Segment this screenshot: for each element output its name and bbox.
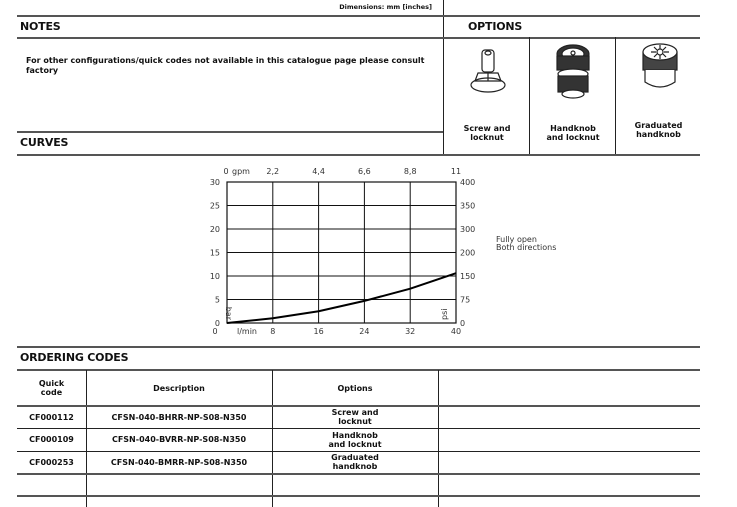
quick-code-cell: CF000253	[29, 457, 74, 467]
divider	[17, 37, 700, 39]
series-line	[227, 273, 456, 323]
divider	[443, 0, 444, 156]
divider	[529, 37, 530, 155]
quick-code-cell: CF000109	[29, 435, 74, 445]
graduated-handknob-icon	[635, 42, 685, 102]
divider	[17, 346, 700, 348]
header-options: Options	[337, 383, 373, 393]
option-label: Screw and locknut	[463, 124, 511, 142]
ordering-title: ORDERING CODES	[20, 351, 129, 364]
x2-tick-label: 4,4	[312, 167, 325, 176]
y2-tick-label: 0	[460, 319, 466, 328]
y2-tick-label: 400	[460, 178, 476, 187]
y-tick-label: 5	[214, 295, 220, 305]
handknob-locknut-icon	[543, 42, 603, 112]
option-label: Handknob and locknut	[546, 124, 600, 142]
divider	[17, 495, 700, 497]
quick-code-cell: CF000112	[29, 412, 74, 422]
y-axis-label: bar	[224, 306, 233, 320]
y-tick-label: 25	[209, 201, 220, 211]
divider	[17, 131, 443, 133]
divider	[17, 473, 700, 475]
x2-tick-label: 2,2	[266, 167, 280, 176]
x2-tick-label: 8,8	[403, 167, 417, 176]
y2-tick-label: 300	[460, 225, 476, 234]
x-tick-label: 16	[313, 327, 324, 336]
y2-axis-label: psi	[440, 308, 449, 320]
x2-axis-label: gpm	[232, 167, 250, 176]
y-tick-label: 10	[209, 272, 220, 281]
divider	[17, 15, 700, 17]
x-tick-label: 0	[212, 327, 218, 336]
y2-tick-label: 150	[460, 272, 476, 281]
x-tick-label: 32	[405, 327, 416, 336]
y-tick-label: 15	[209, 248, 220, 258]
x-tick-label: 24	[359, 327, 370, 336]
notes-title: NOTES	[20, 20, 61, 33]
divider	[17, 154, 700, 156]
description-cell: CFSN-040-BVRR-NP-S08-N350	[111, 435, 247, 445]
description-cell: CFSN-040-BHRR-NP-S08-N350	[111, 412, 247, 422]
y-tick-label: 20	[209, 225, 220, 234]
curve-annotation: Fully open Both directions	[496, 235, 557, 252]
notes-text: For other configurations/quick codes not available in this catalogue page please consult factory	[26, 56, 425, 75]
options-cell: Handknob and locknut	[328, 430, 382, 449]
options-cell: Screw and locknut	[331, 408, 379, 426]
options-title: OPTIONS	[468, 20, 523, 33]
x2-tick-label: 6,6	[358, 167, 371, 176]
header-quick-code: Quick code	[38, 379, 65, 397]
y2-tick-label: 200	[460, 248, 476, 258]
y2-tick-label: 350	[460, 201, 476, 211]
divider	[615, 37, 616, 155]
y-tick-label: 30	[209, 178, 220, 187]
options-cell: Graduated handknob	[331, 453, 379, 472]
option-label: Graduated handknob	[634, 121, 683, 139]
x2-tick-label: 11	[450, 167, 462, 176]
dimensions-note: Dimensions: mm [inches]	[339, 3, 432, 11]
divider	[438, 370, 439, 507]
x-tick-label: 40	[450, 327, 462, 336]
header-description: Description	[153, 383, 205, 393]
pressure-drop-chart	[0, 160, 600, 345]
x2-tick-label: 0	[223, 167, 229, 176]
y-tick-label: 0	[214, 319, 220, 328]
description-cell: CFSN-040-BMRR-NP-S08-N350	[110, 457, 248, 467]
x-tick-label: 8	[270, 327, 276, 336]
y2-tick-label: 75	[460, 295, 471, 305]
x-axis-label: l/min	[237, 327, 258, 336]
curves-title: CURVES	[20, 136, 69, 149]
screw-locknut-icon	[460, 45, 520, 105]
